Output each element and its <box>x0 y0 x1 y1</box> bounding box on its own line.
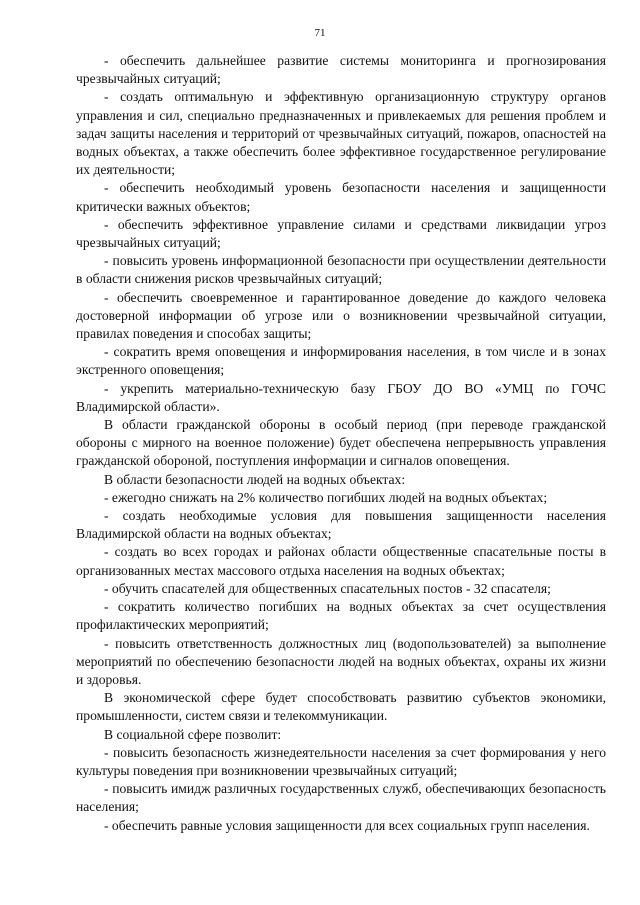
paragraph: В экономической сфере будет способствовать развитию субъектов экономики, промышленности, систем связи и телекоммуникации. <box>76 690 606 724</box>
paragraph: В области гражданской обороны в особый период (при переводе гражданской обороны с мирного на военное положение) будет обеспечена непрерывность управления гражданской обороной, поступления информации и сигналов оповещения. <box>76 417 606 469</box>
paragraph: - создать оптимальную и эффективную организационную структуру органов управления и сил, специально предназначенных и привлекаемых для решения проблем и задач защиты населения и территорий от чрезвычайных ситуаций, пожаров, опасностей на водных объектах, а также обеспечить более эффективное государственное регулирование их деятельности; <box>76 89 606 178</box>
page-number: 71 <box>314 27 326 39</box>
paragraph: - создать необходимые условия для повышения защищенности населения Владимирской области на водных объектах; <box>76 508 606 542</box>
paragraph: - сократить количество погибших на водных объектах за счет осуществления профилактических мероприятий; <box>76 599 606 633</box>
paragraph: - обеспечить равные условия защищенности для всех социальных групп населения. <box>104 817 590 833</box>
paragraph: В социальной сфере позволит: <box>104 726 282 742</box>
paragraph: - обеспечить необходимый уровень безопасности населения и защищенности критически важных объектов; <box>76 180 606 214</box>
paragraph: В области безопасности людей на водных объектах: <box>104 471 406 487</box>
paragraph: - укрепить материально-техническую базу ГБОУ ДО ВО «УМЦ по ГОЧС Владимирской области». <box>76 380 606 414</box>
paragraph: - повысить уровень информационной безопасности при осуществлении деятельности в области снижения рисков чрезвычайных ситуаций; <box>76 253 606 287</box>
paragraph: - обеспечить дальнейшее развитие системы мониторинга и прогнозирования чрезвычайных ситуаций; <box>76 53 606 87</box>
document-body <box>76 52 606 835</box>
paragraph: - обеспечить своевременное и гарантированное доведение до каждого человека достоверной информации об угрозе или о возникновении чрезвычайной ситуации, правилах поведения и способах защиты; <box>76 289 606 342</box>
paragraph: - ежегодно снижать на 2% количество погибших людей на водных объектах; <box>104 489 548 505</box>
paragraph: - повысить безопасность жизнедеятельности населения за счет формирования у него культуры поведения при возникновении чрезвычайных ситуаций; <box>76 744 606 778</box>
paragraph: - повысить имидж различных государственных служб, обеспечивающих безопасность населения; <box>76 781 606 815</box>
paragraph: - повысить ответственность должностных лиц (водопользователей) за выполнение мероприятий по обеспечению безопасности людей на водных объектах, охраны их жизни и здоровья. <box>76 635 606 687</box>
paragraph: - создать во всех городах и районах области общественные спасательные посты в организованных местах массового отдыха населения на водных объектах; <box>76 544 606 578</box>
paragraph: - сократить время оповещения и информирования населения, в том числе и в зонах экстренного оповещения; <box>76 344 606 378</box>
paragraph: - обеспечить эффективное управление силами и средствами ликвидации угроз чрезвычайных ситуаций; <box>76 216 606 251</box>
paragraph: - обучить спасателей для общественных спасательных постов - 32 спасателя; <box>104 580 551 596</box>
